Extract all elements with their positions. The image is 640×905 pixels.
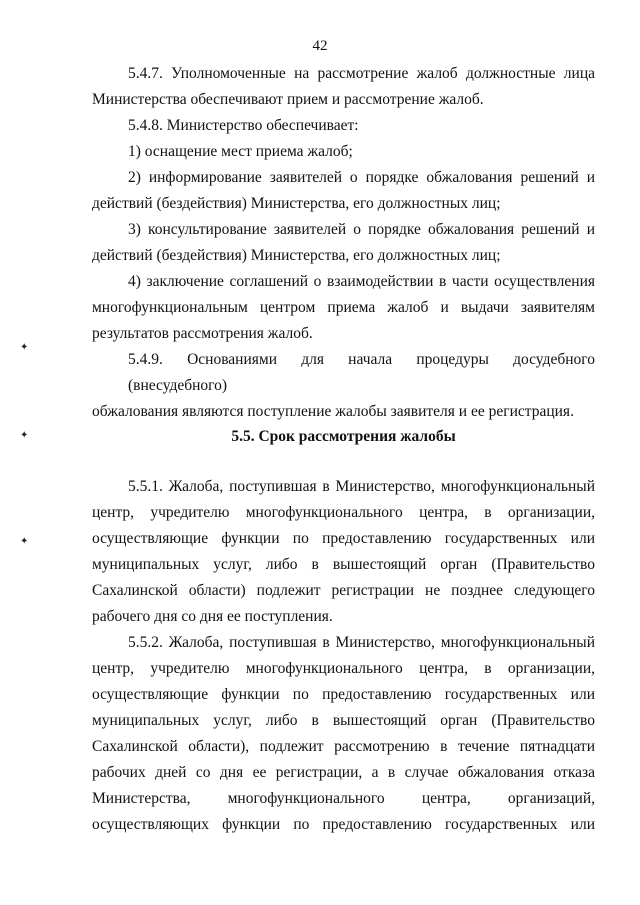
paragraph-5-4-9-line: 5.4.9. Основаниями для начала процедуры досудебного (внесудебного) bbox=[128, 351, 595, 394]
paragraph-5-5-2-line: 5.5.2. Жалоба, поступившая в Министерство, многофункциональный bbox=[128, 634, 595, 651]
paragraph-5-5-1-line: муниципальных услуг, либо в вышестоящий орган (Правительство bbox=[92, 556, 595, 573]
list-item-3-line: действий (бездействия) Министерства, его должностных лиц; bbox=[92, 247, 501, 264]
list-item-3-line: 3) консультирование заявителей о порядке обжалования решений и bbox=[128, 221, 595, 238]
block-5-4 bbox=[92, 61, 595, 425]
paragraph-5-5-1-line: осуществляющие функции по предоставлению государственных или bbox=[92, 530, 595, 547]
list-item-1: 1) оснащение мест приема жалоб; bbox=[128, 143, 353, 160]
list-item-2-line: 2) информирование заявителей о порядке обжалования решений и bbox=[128, 169, 595, 186]
list-item-4-line: многофункциональным центром приема жалоб и выдачи заявителям bbox=[92, 299, 595, 316]
paragraph-5-5-2-line: центр, учредителю многофункционального центра, в организации, bbox=[92, 660, 595, 677]
section-heading: 5.5. Срок рассмотрения жалобы bbox=[231, 428, 456, 445]
scan-speck-mark: ✦ bbox=[20, 536, 29, 547]
paragraph-5-4-9-line: обжалования являются поступление жалобы заявителя и ее регистрация. bbox=[92, 403, 574, 420]
list-item-4-line: результатов рассмотрения жалоб. bbox=[92, 325, 313, 342]
paragraph-5-5-1-line: 5.5.1. Жалоба, поступившая в Министерство, многофункциональный bbox=[128, 478, 595, 495]
block-5-5 bbox=[92, 474, 595, 838]
section-heading-container bbox=[92, 424, 595, 450]
paragraph-5-5-2-line: муниципальных услуг, либо в вышестоящий орган (Правительство bbox=[92, 712, 595, 729]
paragraph-5-5-2-line: осуществляющие функции по предоставлению государственных или bbox=[92, 686, 595, 703]
paragraph-5-5-2-line: рабочих дней со дня ее регистрации, а в случае обжалования отказа bbox=[92, 764, 595, 781]
paragraph-5-4-8-line: 5.4.8. Министерство обеспечивает: bbox=[128, 117, 359, 134]
list-item-2-line: действий (бездействия) Министерства, его должностных лиц; bbox=[92, 195, 501, 212]
paragraph-5-5-1-line: центр, учредителю многофункционального центра, в организации, bbox=[92, 504, 595, 521]
paragraph-5-5-2-line: Сахалинской области), подлежит рассмотрению в течение пятнадцати bbox=[92, 738, 595, 755]
paragraph-5-4-7-line: Министерства обеспечивают прием и рассмотрение жалоб. bbox=[92, 91, 484, 108]
list-item-4-line: 4) заключение соглашений о взаимодействии в части осуществления bbox=[128, 273, 595, 290]
paragraph-5-5-2-line: осуществляющих функции по предоставлению государственных или bbox=[92, 816, 595, 833]
page-number: 42 bbox=[312, 38, 328, 54]
paragraph-5-5-2-line: Министерства, многофункционального центра, организаций, bbox=[92, 790, 595, 807]
paragraph-5-4-7-line: 5.4.7. Уполномоченные на рассмотрение жалоб должностные лица bbox=[128, 65, 595, 82]
scan-speck-mark: ✦ bbox=[20, 342, 29, 353]
paragraph-5-5-1-line: рабочего дня со дня ее поступления. bbox=[92, 608, 333, 625]
paragraph-5-5-1-line: Сахалинской области) подлежит регистрации не позднее следующего bbox=[92, 582, 595, 599]
scan-speck-mark: ✦ bbox=[20, 430, 29, 441]
